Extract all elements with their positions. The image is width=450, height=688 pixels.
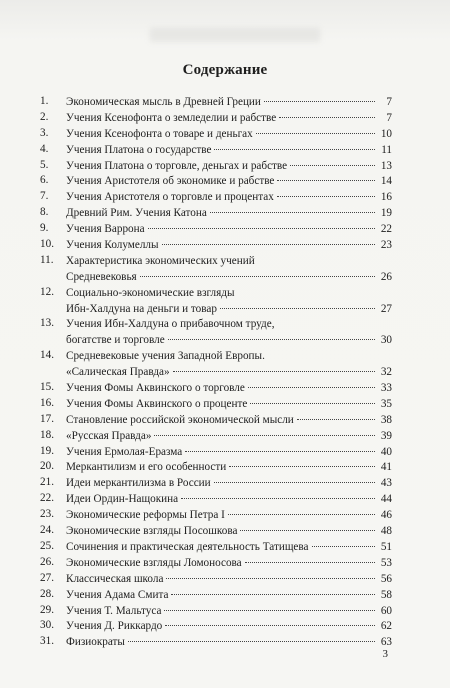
toc-entry-title: «Русская Правда»	[66, 429, 152, 442]
toc-entry-title: Ибн-Халдуна на деньги и товар	[66, 302, 217, 315]
bleed-through-shadow	[150, 28, 320, 42]
toc-entry-title: Древний Рим. Учения Катона	[66, 207, 207, 220]
toc-entry-page: 46	[380, 509, 392, 522]
dot-leader	[277, 196, 375, 197]
toc-entry-number: 10.	[40, 238, 54, 251]
dot-leader	[162, 244, 375, 245]
toc-entry-title: Классическая школа	[66, 572, 164, 585]
toc-entry	[40, 111, 392, 127]
toc-entry	[40, 476, 392, 492]
dot-leader	[229, 466, 375, 467]
toc-entry-title: Учения Т. Мальтуса	[66, 604, 162, 617]
toc-entry-page: 7	[386, 111, 392, 124]
toc-entry-title: Учения Адама Смита	[66, 588, 169, 601]
page-title: Содержание	[182, 62, 268, 78]
toc-entry-page: 41	[380, 461, 392, 474]
toc-entry-number: 2.	[40, 110, 49, 123]
toc-entry-title: Социально-экономические взгляды	[66, 286, 235, 299]
toc-entry	[40, 95, 392, 111]
toc-entry-number: 14.	[40, 349, 54, 362]
toc-entry-number: 9.	[40, 222, 49, 235]
dot-leader	[214, 149, 375, 150]
toc-entry-page: 27	[380, 302, 392, 315]
dot-leader	[181, 498, 375, 499]
toc-entry-title: Учения Аристотеля о торговле и процентах	[66, 191, 274, 204]
toc-entry-number: 5.	[40, 158, 49, 171]
toc-entry-number: 12.	[40, 285, 54, 298]
toc-entry-number: 18.	[40, 428, 54, 441]
toc-entry-number: 31.	[40, 635, 54, 648]
toc-entry-title: Средневековья	[66, 270, 137, 283]
toc-entry-page: 7	[386, 96, 392, 108]
toc-entry-page: 23	[380, 239, 392, 252]
toc-entry-page: 43	[380, 477, 392, 490]
toc-entry	[40, 524, 392, 540]
dot-leader	[264, 101, 375, 102]
dot-leader	[248, 387, 375, 388]
toc-entry-title: Меркантилизм и его особенности	[66, 461, 227, 474]
dot-leader	[290, 165, 375, 166]
toc-entry-title: Учения Колумеллы	[66, 239, 159, 252]
toc-entry	[40, 397, 392, 413]
toc-entry-page: 39	[380, 429, 392, 442]
toc-entry-page: 14	[380, 175, 392, 188]
toc-entry-page: 16	[380, 191, 392, 204]
toc-entry-page: 38	[380, 413, 392, 426]
page-number: 3	[382, 648, 388, 660]
dot-leader	[240, 530, 375, 531]
toc-entry-title: богатстве и торговле	[66, 334, 165, 347]
toc-entry-title: Учения Д. Риккардо	[66, 620, 163, 633]
toc-entry	[40, 588, 392, 604]
toc-entry-page: 63	[380, 636, 392, 649]
toc-entry-title: Идеи меркантилизма в России	[66, 477, 211, 490]
toc-entry-title: Учения Фомы Аквинского о проценте	[66, 397, 248, 410]
toc-entry-title: Идеи Ордин-Нащокина	[66, 493, 179, 506]
dot-leader	[245, 562, 375, 563]
toc-entry-title: Учения Ермолая-Еразма	[66, 445, 183, 458]
dot-leader	[279, 117, 375, 118]
toc-entry-page: 62	[380, 620, 392, 633]
dot-leader	[210, 212, 375, 213]
toc-entry	[40, 429, 392, 445]
dot-leader	[277, 180, 375, 181]
toc-entry	[40, 159, 392, 175]
toc-entry	[40, 619, 392, 635]
toc-entry-title: Экономические взгляды Посошкова	[66, 525, 238, 538]
toc-entry-number: 13.	[40, 317, 54, 330]
toc-entry-page: 48	[380, 525, 392, 538]
toc-entry-page: 56	[380, 572, 392, 585]
toc-entry-number: 4.	[40, 142, 49, 155]
toc-entry	[40, 381, 392, 397]
toc-entry	[40, 460, 392, 476]
dot-leader	[148, 228, 375, 229]
toc-entry-number: 22.	[40, 492, 54, 505]
toc-entry-number: 27.	[40, 571, 54, 584]
toc-entry	[40, 222, 392, 238]
dot-leader	[166, 578, 375, 579]
toc-entry	[40, 286, 392, 318]
toc-entry-title: Учения Аристотеля об экономике и рабстве	[66, 175, 275, 188]
toc-entry	[40, 556, 392, 572]
dot-leader	[228, 514, 375, 515]
toc-entry-title: Становление российской экономической мысли	[66, 413, 294, 426]
toc-entry-page: 13	[380, 159, 392, 172]
dot-leader	[220, 308, 375, 309]
toc-entry-title: Учения Ксенофонта о земледелии и рабстве	[66, 111, 277, 124]
dot-leader	[154, 435, 375, 436]
toc-entry-title: Физиократы	[66, 636, 125, 649]
toc-entry-title: Характеристика экономических учений	[66, 254, 255, 267]
toc-entry-page: 44	[380, 493, 392, 506]
dot-leader	[168, 339, 375, 340]
toc-entry-title: Учения Фомы Аквинского о торговле	[66, 382, 245, 395]
toc-entry-number: 24.	[40, 524, 54, 537]
toc-entry-page: 32	[380, 366, 392, 379]
toc-entry-title: Экономические взгляды Ломоносова	[66, 556, 242, 569]
toc-entry-number: 25.	[40, 539, 54, 552]
toc-entry-page: 40	[380, 445, 392, 458]
toc-entry-number: 1.	[40, 95, 49, 107]
toc-entry-title: «Салическая Правда»	[66, 366, 170, 379]
toc-entry-number: 17.	[40, 412, 54, 425]
toc-entry-number: 6.	[40, 174, 49, 187]
toc-entry	[40, 349, 392, 381]
toc-entry-title: Учения Платона о государстве	[66, 143, 212, 156]
toc-entry-number: 20.	[40, 460, 54, 473]
toc-entry	[40, 572, 392, 588]
toc-entry-page: 19	[380, 207, 392, 220]
dot-leader	[312, 546, 376, 547]
dot-leader	[250, 403, 375, 404]
dot-leader	[140, 276, 375, 277]
toc-entry-number: 11.	[40, 253, 54, 266]
toc-entry-page: 53	[380, 556, 392, 569]
toc-entry	[40, 190, 392, 206]
toc-entry-number: 3.	[40, 126, 49, 139]
toc-entry-number: 19.	[40, 444, 54, 457]
toc-entry-page: 30	[380, 334, 392, 347]
toc-entry-page: 58	[380, 588, 392, 601]
toc-entry	[40, 238, 392, 254]
toc-entry-page: 51	[380, 540, 392, 553]
dot-leader	[164, 610, 375, 611]
toc-entry-number: 26.	[40, 555, 54, 568]
toc-entry	[40, 508, 392, 524]
toc-entry-number: 21.	[40, 476, 54, 489]
dot-leader	[297, 419, 375, 420]
toc-entry	[40, 317, 392, 349]
toc-entry	[40, 127, 392, 143]
dot-leader	[165, 625, 375, 626]
toc-entry-page: 10	[380, 127, 392, 140]
toc-entry-title: Средневековые учения Западной Европы.	[66, 350, 265, 363]
toc-entry	[40, 413, 392, 429]
toc-entry	[40, 143, 392, 159]
dot-leader	[171, 594, 375, 595]
toc-entry-title: Учения Варрона	[66, 223, 145, 236]
toc-entry-number: 16.	[40, 396, 54, 409]
toc-entry	[40, 604, 392, 620]
toc-entry	[40, 206, 392, 222]
toc-entry-number: 30.	[40, 619, 54, 632]
toc-entry-title: Сочинения и практическая деятельность Татищева	[66, 540, 309, 553]
toc-entry	[40, 540, 392, 556]
toc-entry-number: 8.	[40, 206, 49, 219]
toc-entry-page: 33	[380, 382, 392, 395]
dot-leader	[214, 482, 375, 483]
toc-entry-page: 11	[381, 143, 392, 156]
dot-leader	[128, 641, 375, 642]
toc-entry-page: 26	[380, 270, 392, 283]
toc-entry-title: Учения Ксенофонта о товаре и деньгах	[66, 127, 253, 140]
dot-leader	[173, 371, 375, 372]
toc-entry	[40, 174, 392, 190]
toc-entry-number: 23.	[40, 508, 54, 521]
table-of-contents	[40, 95, 392, 651]
toc-entry-page: 22	[380, 223, 392, 236]
toc-entry	[40, 445, 392, 461]
toc-entry	[40, 492, 392, 508]
dot-leader	[185, 451, 375, 452]
toc-entry-page: 60	[380, 604, 392, 617]
toc-entry-page: 35	[380, 397, 392, 410]
dot-leader	[256, 133, 375, 134]
toc-entry	[40, 635, 392, 651]
toc-entry-number: 7.	[40, 190, 49, 203]
toc-entry-title: Экономические реформы Петра I	[66, 509, 225, 522]
toc-entry-title: Учения Ибн-Халдуна о прибавочном труде,	[66, 318, 275, 331]
toc-entry-number: 28.	[40, 587, 54, 600]
toc-entry-title: Экономическая мысль в Древней Греции	[66, 96, 261, 108]
toc-entry-number: 29.	[40, 603, 54, 616]
toc-entry	[40, 254, 392, 286]
toc-entry-title: Учения Платона о торговле, деньгах и рабстве	[66, 159, 288, 172]
toc-entry-number: 15.	[40, 381, 54, 394]
